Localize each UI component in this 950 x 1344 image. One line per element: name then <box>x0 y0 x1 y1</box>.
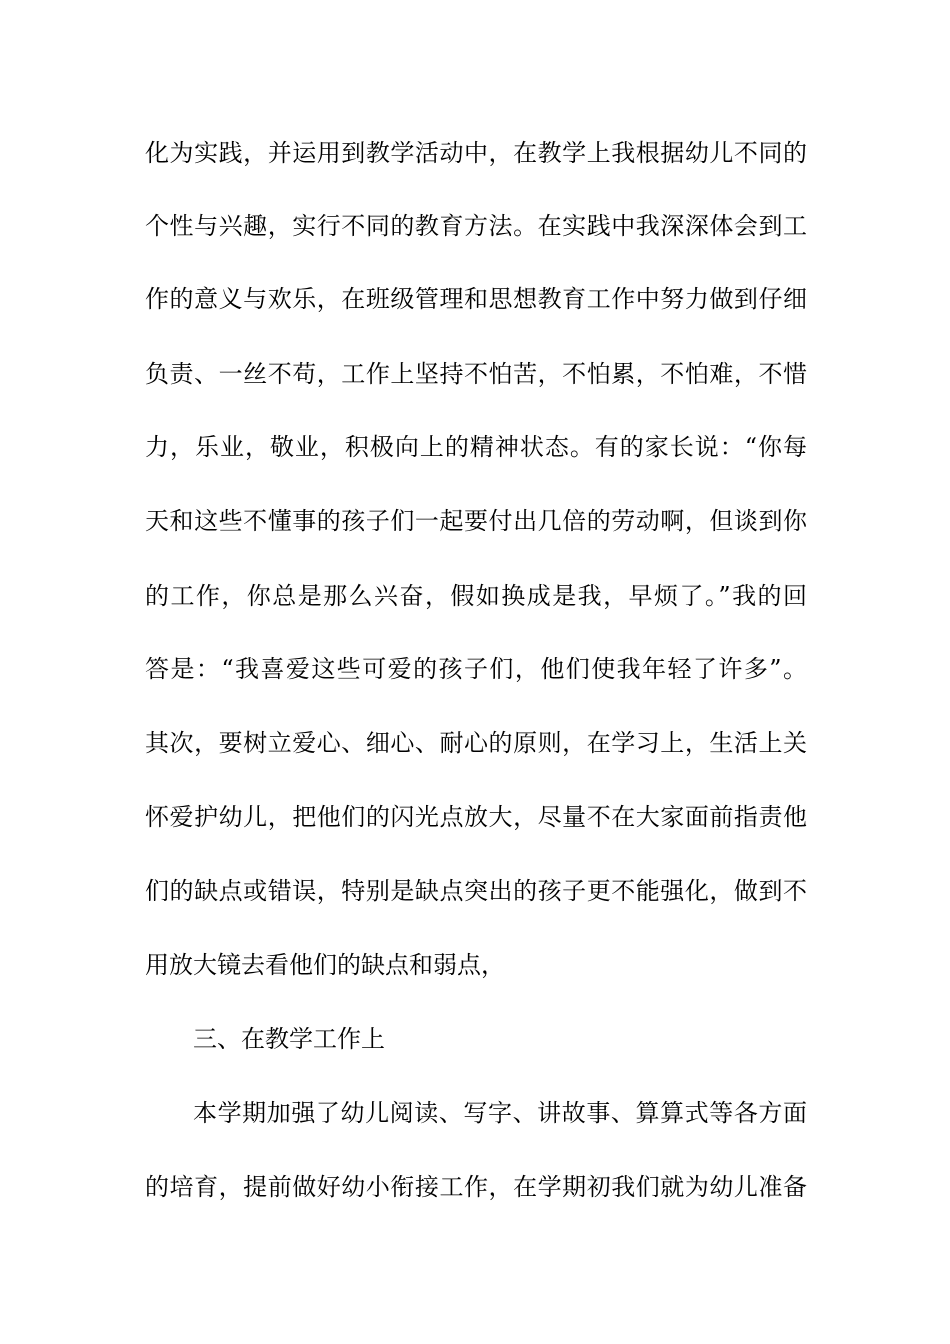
paragraph-line: 作的意义与欢乐，在班级管理和思想教育工作中努力做到仔细 <box>145 285 807 313</box>
paragraph-line: 用放大镜去看他们的缺点和弱点， <box>145 951 505 979</box>
paragraph-line: 怀爱护幼儿，把他们的闪光点放大，尽量不在大家面前指责他 <box>145 803 807 831</box>
paragraph-line: 化为实践，并运用到教学活动中，在教学上我根据幼儿不同的 <box>145 139 807 167</box>
paragraph-line: 的工作，你总是那么兴奋，假如换成是我，早烦了。”我的回 <box>145 582 807 610</box>
section-heading: 三、在教学工作上 <box>193 1025 385 1053</box>
paragraph-line: 其次，要树立爱心、细心、耐心的原则，在学习上，生活上关 <box>145 729 807 757</box>
paragraph-line: 答是：“我喜爱这些可爱的孩子们，他们使我年轻了许多”。 <box>145 655 807 683</box>
paragraph-line: 天和这些不懂事的孩子们一起要付出几倍的劳动啊，但谈到你 <box>145 507 807 535</box>
paragraph-line: 本学期加强了幼儿阅读、写字、讲故事、算算式等各方面 <box>193 1099 807 1127</box>
paragraph-line: 力，乐业，敬业，积极向上的精神状态。有的家长说：“你每 <box>145 433 807 461</box>
paragraph-line: 们的缺点或错误，特别是缺点突出的孩子更不能强化，做到不 <box>145 877 807 905</box>
paragraph-line: 的培育，提前做好幼小衔接工作，在学期初我们就为幼儿准备 <box>145 1173 807 1201</box>
paragraph-line: 个性与兴趣，实行不同的教育方法。在实践中我深深体会到工 <box>145 212 807 240</box>
paragraph-line: 负责、一丝不苟，工作上坚持不怕苦，不怕累，不怕难，不惜 <box>145 360 807 388</box>
